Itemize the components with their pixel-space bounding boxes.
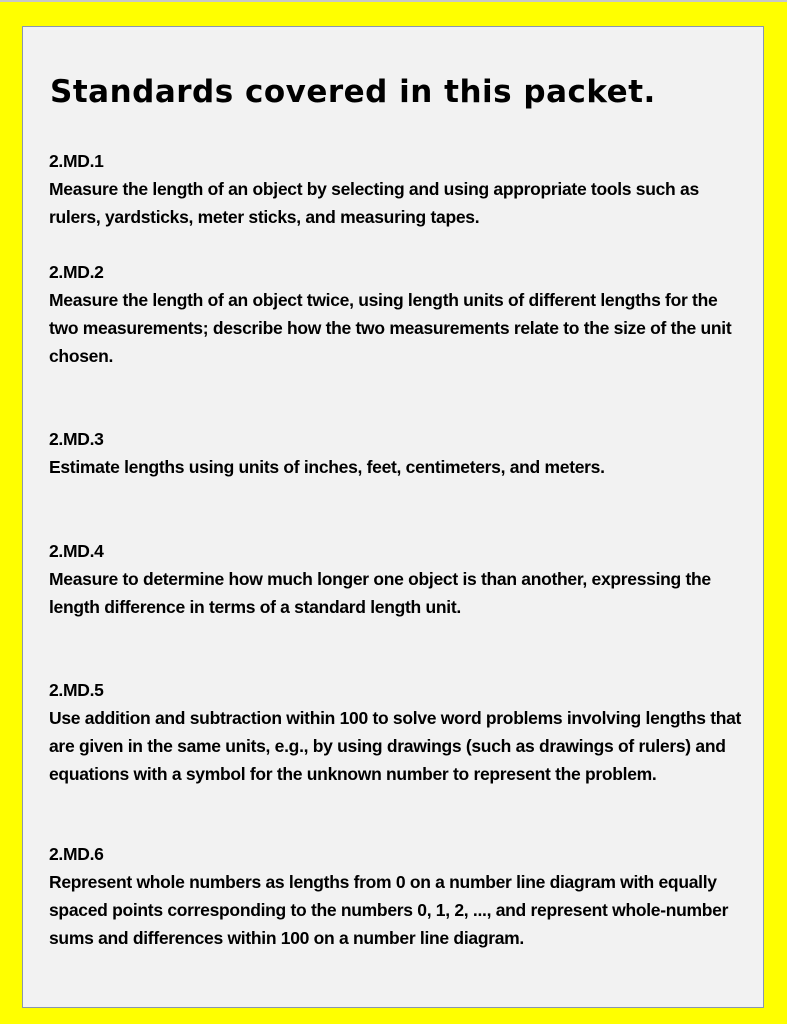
standard-description: Represent whole numbers as lengths from 0 on a number line diagram with equally spaced points corresponding to the numbers 0, 1, 2, ..., and represent whole-number sums and differences within 100 on a number line diagram. — [49, 872, 729, 948]
standard-2md6 — [49, 840, 749, 952]
standard-code: 2.MD.4 — [49, 541, 104, 561]
standard-2md5 — [49, 676, 749, 788]
standard-code: 2.MD.2 — [49, 262, 104, 282]
standard-2md4 — [49, 537, 749, 621]
standard-2md1 — [49, 147, 749, 231]
standard-code: 2.MD.5 — [49, 680, 104, 700]
standard-code: 2.MD.6 — [49, 844, 104, 864]
standard-description: Estimate lengths using units of inches, feet, centimeters, and meters. — [49, 457, 605, 477]
standard-description: Use addition and subtraction within 100 to solve word problems involving lengths that are given in the same units, e.g., by using drawings (such as drawings of rulers) and equations with a symbol for the unknown number to represent the problem. — [49, 708, 742, 784]
page-title: Standards covered in this packet. — [50, 74, 656, 110]
top-edge-divider — [0, 0, 787, 2]
standard-description: Measure the length of an object by selecting and using appropriate tools such as rulers, yardsticks, meter sticks, and measuring tapes. — [49, 179, 699, 227]
standard-description: Measure the length of an object twice, using length units of different lengths for the two measurements; describe how the two measurements relate to the size of the unit chosen. — [49, 290, 732, 366]
standard-2md3 — [49, 425, 749, 481]
standards-panel — [22, 26, 764, 1008]
standard-code: 2.MD.3 — [49, 429, 104, 449]
standard-2md2 — [49, 258, 749, 370]
standard-description: Measure to determine how much longer one object is than another, expressing the length difference in terms of a standard length unit. — [49, 569, 711, 617]
standard-code: 2.MD.1 — [49, 151, 104, 171]
